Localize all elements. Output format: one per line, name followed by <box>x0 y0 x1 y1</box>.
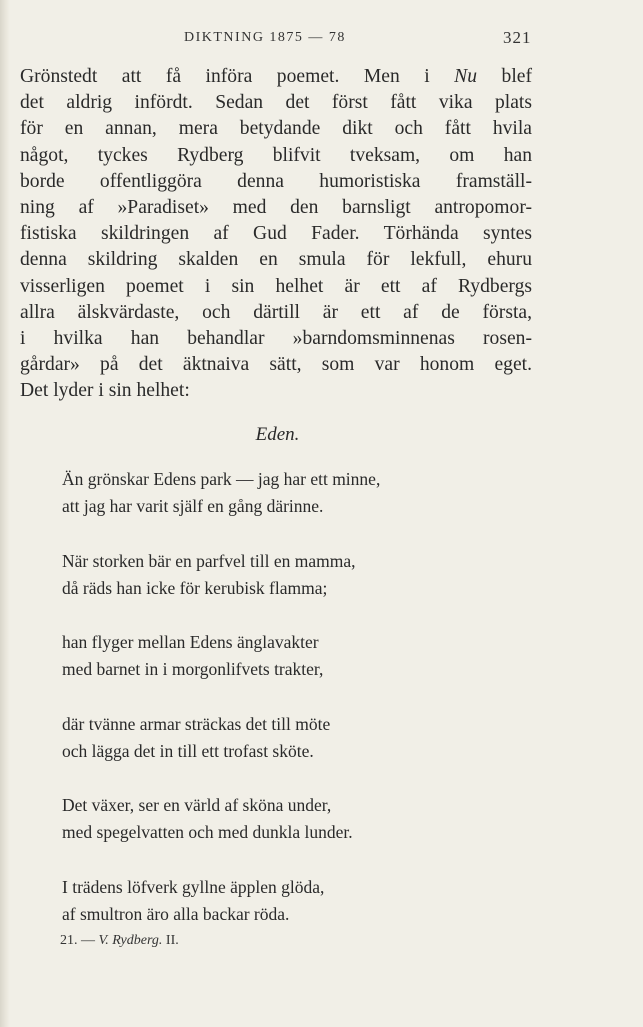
running-head: DIKTNING 1875 — 78 <box>184 30 346 45</box>
poem-line: han flyger mellan Edens änglavakter <box>62 632 319 652</box>
signature-footer <box>60 933 179 949</box>
page-number: 321 <box>503 28 532 47</box>
page-header <box>0 30 643 52</box>
prose-line: denna skildring skalden en smula för lekfull, ehuru <box>20 249 532 271</box>
poem-stanza <box>62 792 522 846</box>
prose-italic-title: Nu <box>454 66 478 87</box>
poem-line: där tvänne armar sträckas det till möte <box>62 713 331 734</box>
poem-line: då räds han icke för kerubisk flamma; <box>62 577 328 598</box>
page-edge-shadow <box>0 0 10 1027</box>
poem-line: af smultron äro alla backar röda. <box>62 903 290 924</box>
poem <box>62 466 522 955</box>
poem-line: med barnet in i morgonlifvets trakter, <box>62 659 324 679</box>
prose-paragraph <box>20 64 532 405</box>
poem-line: med spegelvatten och med dunkla lunder. <box>62 822 353 842</box>
prose-line: allra älskvärdaste, och därtill är ett af de första, <box>20 301 532 323</box>
poem-line: Än grönskar Edens park — jag har ett minne, <box>62 469 381 489</box>
prose-line: borde offentliggöra denna humoristiska framställ- <box>20 170 532 192</box>
prose-line: Det lyder i sin helhet: <box>20 380 190 402</box>
poem-line: När storken bär en parfvel till en mamma, <box>62 550 356 571</box>
prose-line: i hvilka han behandlar »barndomsminnenas rosen- <box>20 328 532 350</box>
prose-line: ning af »Paradiset» med den barnsligt antropomor- <box>20 197 532 219</box>
poem-line: och lägga det in till ett trofast sköte. <box>62 740 314 761</box>
poem-line: att jag har varit själf en gång därinne. <box>62 496 324 516</box>
poem-stanza <box>62 466 522 520</box>
prose-line: visserligen poemet i sin helhet är ett af Rydbergs <box>20 275 532 297</box>
prose-line: fistiska skildringen af Gud Fader. Törhända syntes <box>20 223 532 245</box>
prose-line: för en annan, mera betydande dikt och fått hvila <box>20 118 532 140</box>
prose-line: gårdar» på det äktnaiva sätt, som var honom eget. <box>20 354 532 376</box>
prose-line: det aldrig infördt. Sedan det först fått vika plats <box>20 92 532 114</box>
prose-line <box>20 64 532 90</box>
poem-stanza <box>62 548 522 602</box>
poem-stanza <box>62 629 522 683</box>
prose-line: något, tyckes Rydberg blifvit tveksam, om han <box>20 144 532 166</box>
poem-title: Eden. <box>255 424 300 445</box>
poem-stanza <box>62 711 522 765</box>
signature-dash: — <box>81 933 95 948</box>
prose-text: blef <box>477 66 532 87</box>
poem-line: Det växer, ser en värld af sköna under, <box>62 795 332 815</box>
signature-volume: II. <box>165 933 179 948</box>
signature-number: 21. <box>60 933 78 948</box>
prose-text: Grönstedt att få införa poemet. Men i <box>20 66 455 87</box>
poem-line: I trädens löfverk gyllne äpplen glöda, <box>62 876 325 897</box>
poem-stanza <box>62 874 522 928</box>
signature-author: V. Rydberg. <box>98 933 163 948</box>
